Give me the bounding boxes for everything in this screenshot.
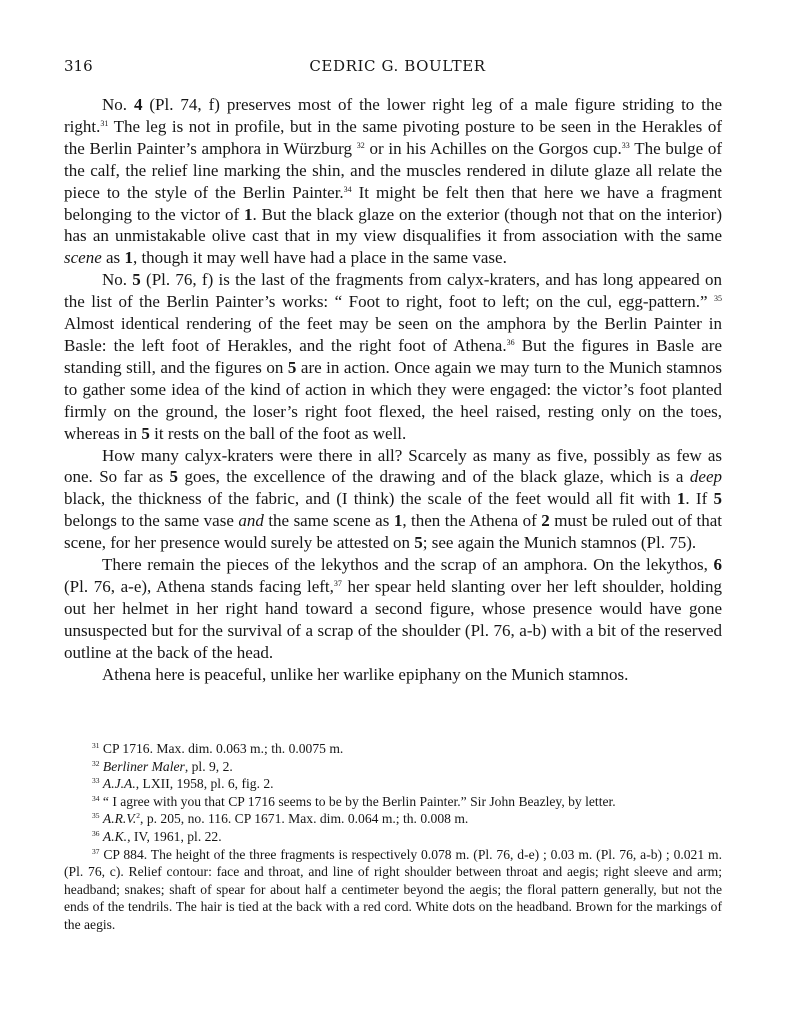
- body-text: [64, 94, 722, 685]
- bold-text: 5: [169, 467, 179, 487]
- text-run: Almost identical rendering of the feet may be seen on the amphora by the Berlin Painter in Basle: the left foot of Herakles, and the right foot of Athena.: [64, 314, 722, 355]
- text-run: , LXII, 1958, pl. 6, fig. 2.: [135, 776, 274, 792]
- footnote-ref: 35: [714, 294, 722, 304]
- bold-text: 4: [133, 95, 143, 114]
- footnote-ref: 31: [100, 118, 109, 128]
- footnote-ref: 33: [621, 140, 630, 150]
- footnote: [64, 828, 722, 846]
- text-run: black, the thickness of the fabric, and (I think) the scale of the feet would all fit with: [64, 489, 677, 509]
- italic-text: deep: [689, 467, 722, 487]
- text-run: are in action. Once again we may turn to the Munich stamnos to gather some idea of the kind of action in which they were engaged: the victor’s foot planted firmly on the ground, the loser’s right foot flexed, the heel raised, resting only on the toes, whereas in: [64, 357, 722, 443]
- text-run: , IV, 1961, pl. 22.: [127, 828, 222, 844]
- text-run: “ I agree with you that CP 1716 seems to be by the Berlin Painter.” Sir John Beazley, by letter.: [99, 793, 616, 809]
- italic-text: A.J.A.: [102, 776, 136, 792]
- paragraph: [64, 269, 722, 444]
- footnote-ref: 36: [92, 828, 100, 838]
- text-run: How many calyx-kraters were there in all? Scarcely as many as five, possibly as few as one. So far as: [64, 445, 722, 487]
- footnote-ref: 33: [92, 776, 100, 786]
- text-run: , though it may well have had a place in the same vase.: [132, 248, 507, 268]
- text-run: , pl. 9, 2.: [184, 758, 233, 774]
- text-run: her spear held slanting over her left shoulder, holding out her helmet in her right hand toward a second figure, whose presence would have gone unsuspected but for the survival of a scrap of the shoulder (Pl. 76, a-b) with a bit of the reserved outline at the back of the head.: [64, 576, 722, 662]
- text-run: There remain the pieces of the lekythos and the scrap of an amphora. On the lekythos,: [102, 555, 714, 575]
- running-title: CEDRIC G. BOULTER: [309, 57, 486, 75]
- paragraph: [64, 445, 722, 555]
- text-run: , p. 205, no. 116. CP 1671. Max. dim. 0.064 m.; th. 0.008 m.: [140, 811, 469, 827]
- text-run: . If: [685, 489, 714, 509]
- text-run: . But the black glaze on the exterior (though not that on the interior) has an unmistakable olive cast that in my view disqualifies it from association with the same: [64, 204, 722, 246]
- italic-text: Berliner Maler: [102, 758, 185, 774]
- footnotes: [64, 740, 722, 934]
- footnote-ref: 35: [92, 811, 100, 821]
- text-run: No.: [102, 270, 133, 290]
- text-run: But the figures in Basle are standing still, and the figures on: [64, 335, 722, 377]
- page-header: [64, 57, 731, 79]
- text-run: CP 884. The height of the three fragments is respectively 0.078 m. (Pl. 76, d-e) ; 0.03 m. (Pl. 76, a-b) ; 0.021 m. (Pl. 76, c). Relief contour: face and throat, and line of right shoulder between throat and aegis; right sleeve and arm; headband; snakes; shaft of spear for about half a centimeter beyond the aegis; the floral pattern generally, but not the ends of the tendrils. The hair is tied at the back with a red cord. White dots on the headband. Brown for the markings of the aegis.: [64, 846, 722, 932]
- bold-text: 5: [414, 533, 423, 553]
- italic-text: A.R.V.: [102, 811, 137, 827]
- bold-text: 1: [124, 248, 133, 268]
- italic-text: and: [238, 511, 264, 531]
- text-run: goes, the excellence of the drawing and of the black glaze, which is a: [178, 467, 690, 487]
- text-run: Athena here is peaceful, unlike her warlike epiphany on the Munich stamnos.: [102, 664, 629, 684]
- text-run: The leg is not in profile, but in the same pivoting posture to be seen in the Herakles of the Berlin Painter’s amphora in Würzburg: [64, 116, 722, 158]
- bold-text: 5: [713, 489, 722, 509]
- footnote-ref: 2: [136, 811, 141, 821]
- footnote-ref: 34: [92, 793, 100, 803]
- footnote: [64, 775, 722, 793]
- bold-text: 1: [676, 489, 686, 509]
- italic-text: A.K.: [102, 828, 128, 844]
- bold-text: 2: [541, 511, 550, 531]
- paragraph: [64, 664, 722, 686]
- footnote-ref: 37: [333, 578, 342, 588]
- footnote: [64, 810, 722, 828]
- text-run: ; see again the Munich stamnos (Pl. 75).: [422, 533, 697, 553]
- text-run: it rests on the ball of the foot as well.: [149, 423, 407, 443]
- text-run: as: [101, 248, 125, 268]
- footnote-ref: 37: [92, 846, 100, 856]
- text-run: (Pl. 76, f) is the last of the fragments from calyx-kraters, and has long appeared on the list of the Berlin Painter’s works: “ Foot to right, foot to left; on the cul, egg-pattern.”: [64, 270, 723, 312]
- bold-text: 5: [141, 423, 150, 443]
- bold-text: 1: [393, 511, 403, 531]
- paragraph: [64, 554, 722, 664]
- footnote: [64, 846, 722, 934]
- text-run: (Pl. 76, a-e), Athena stands facing left,: [64, 576, 334, 596]
- text-run: (Pl. 74, f) preserves most of the lower right leg of a male figure striding to the right.: [64, 95, 723, 136]
- text-run: must be ruled out of that scene, for her presence would surely be attested on: [64, 511, 722, 553]
- bold-text: 5: [287, 357, 297, 377]
- footnote-ref: 32: [92, 758, 100, 768]
- page-number: 316: [64, 57, 93, 75]
- footnote-ref: 32: [356, 140, 365, 150]
- paragraph: [64, 94, 722, 269]
- text-run: , then the Athena of: [402, 511, 542, 531]
- bold-text: 1: [244, 204, 253, 224]
- footnote: [64, 758, 722, 776]
- footnote: [64, 793, 722, 811]
- text-run: or in his Achilles on the Gorgos cup.: [364, 138, 622, 158]
- bold-text: 5: [132, 270, 141, 290]
- text-run: CP 1716. Max. dim. 0.063 m.; th. 0.0075 m.: [99, 741, 344, 756]
- italic-text: scene: [64, 248, 102, 268]
- footnote-ref: 31: [92, 741, 100, 750]
- footnote-ref: 36: [506, 337, 515, 347]
- text-run: It might be felt then that here we have a fragment belonging to the victor of: [64, 182, 722, 224]
- footnote-ref: 34: [343, 184, 352, 194]
- text-run: belongs to the same vase: [64, 511, 239, 531]
- text-run: The bulge of the calf, the relief line marking the shin, and the muscles rendered in dilute glaze all relate the piece to the style of the Berlin Painter.: [64, 138, 723, 202]
- bold-text: 6: [713, 555, 722, 575]
- text-run: No.: [102, 95, 134, 114]
- text-run: the same scene as: [263, 511, 394, 531]
- footnote: [64, 740, 722, 758]
